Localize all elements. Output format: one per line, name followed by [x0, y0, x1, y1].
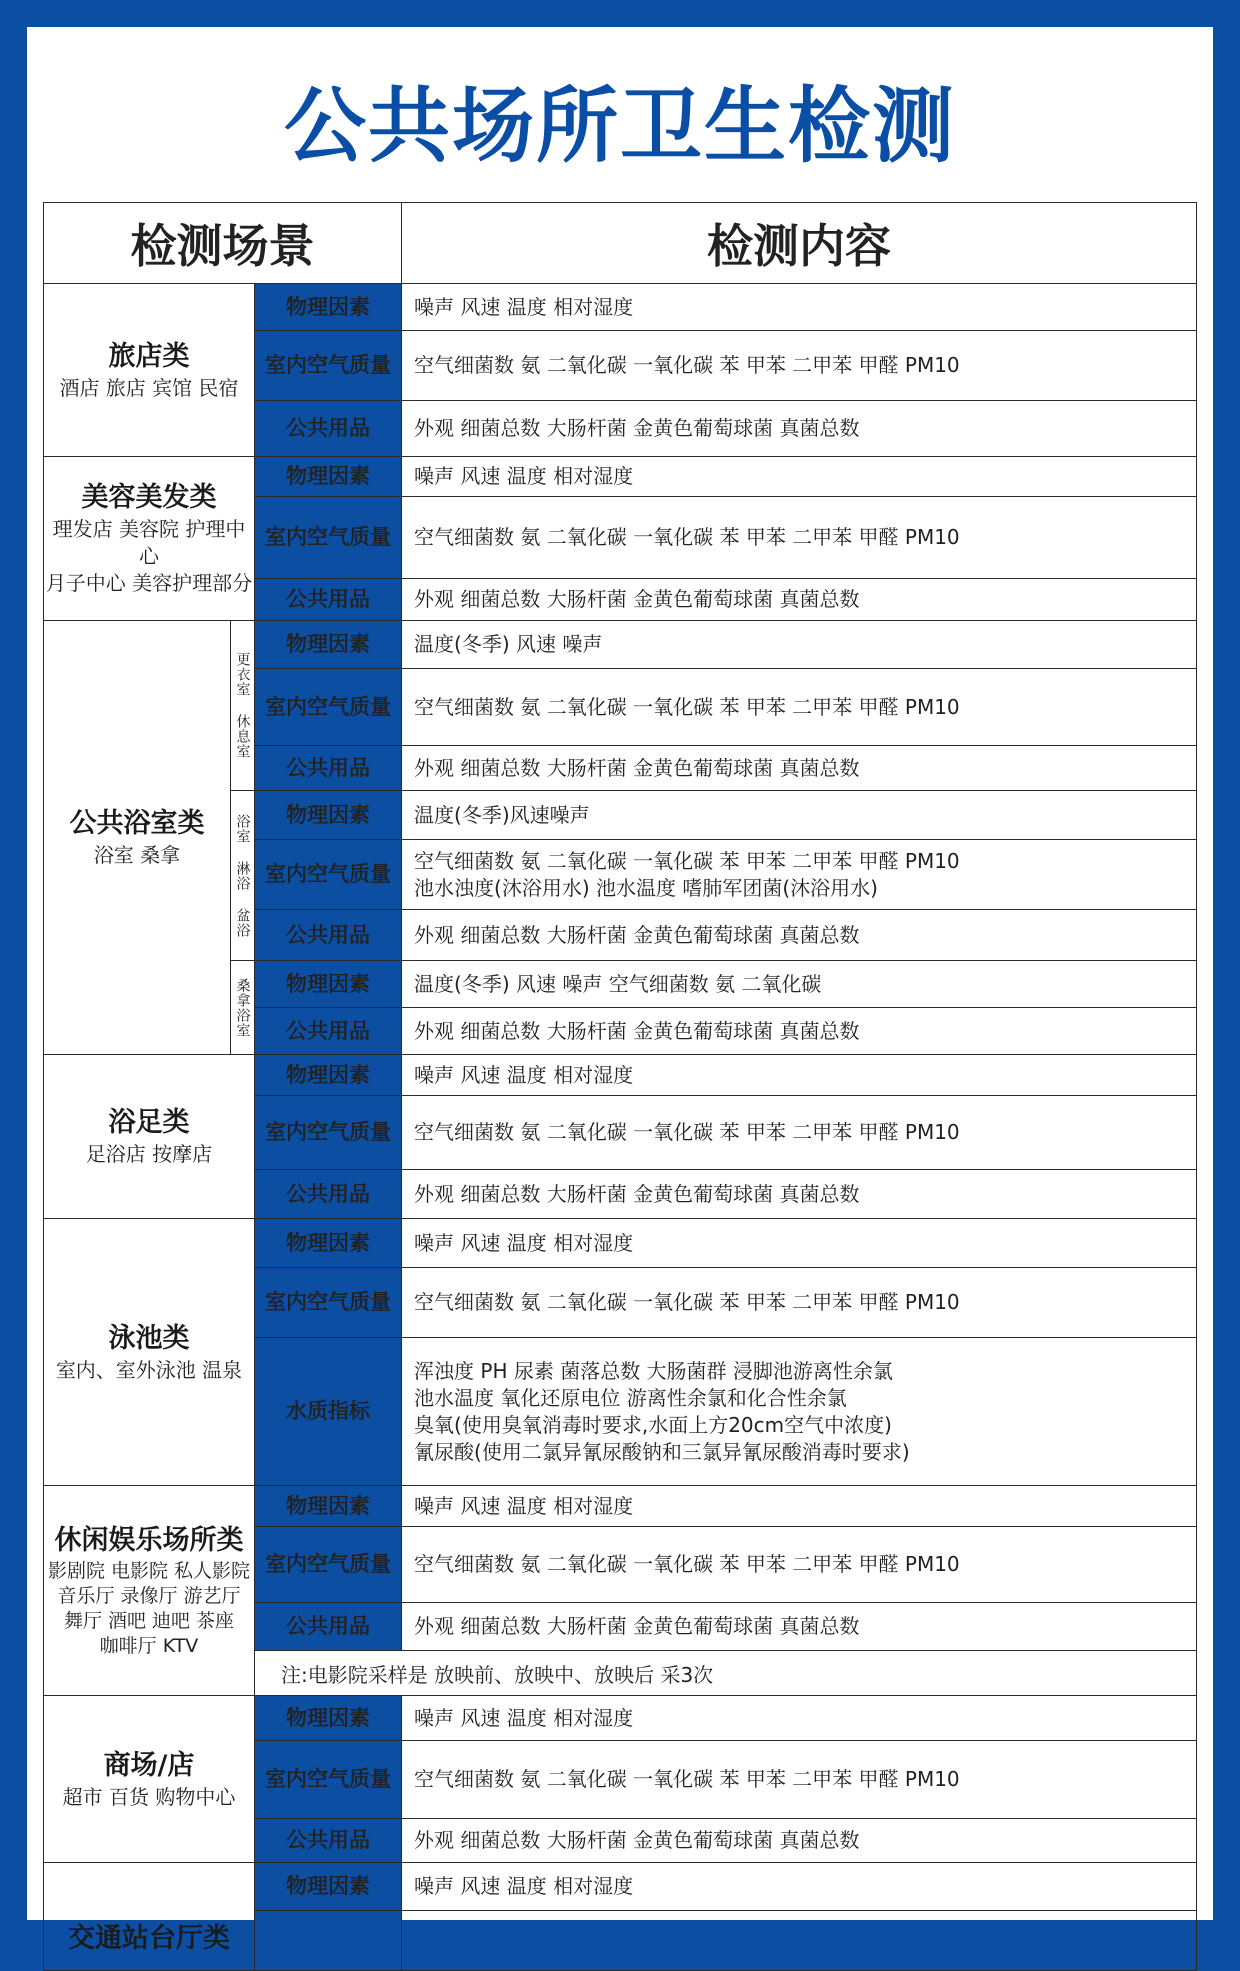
content-air: 空气细菌数 氨 二氧化碳 一氧化碳 苯 甲苯 二甲苯 甲醛 PM10 — [402, 1096, 1197, 1170]
scene-sub: 理发店 美容院 护理中心 — [52, 517, 246, 568]
category-water: 水质指标 — [255, 1338, 402, 1486]
scene-sub: 超市 百货 购物中心 — [62, 1784, 236, 1809]
content-goods: 外观 细菌总数 大肠杆菌 金黄色葡萄球菌 真菌总数 — [402, 1008, 1197, 1055]
cinema-note: 注:电影院采样是 放映前、放映中、放映后 采3次 — [255, 1651, 1197, 1696]
content-line: 氰尿酸(使用二氯异氰尿酸钠和三氯异氰尿酸消毒时要求) — [414, 1439, 910, 1464]
category-goods: 公共用品 — [255, 1819, 402, 1863]
table-row — [44, 457, 1197, 497]
sub-area-changing: 更衣室 休息室 — [231, 621, 255, 791]
content-physical: 温度(冬季) 风速 噪声 — [402, 621, 1197, 669]
table-row — [44, 1486, 1197, 1527]
content-goods: 外观 细菌总数 大肠杆菌 金黄色葡萄球菌 真菌总数 — [402, 1170, 1197, 1219]
content-line: 池水浊度(沐浴用水) 池水温度 嗜肺军团菌(沐浴用水) — [414, 875, 878, 900]
scene-sub: 影剧院 电影院 私人影院 — [47, 1559, 251, 1582]
content-physical: 噪声 风速 温度 相对湿度 — [402, 1863, 1197, 1911]
category-goods: 公共用品 — [255, 579, 402, 621]
table-row — [44, 1219, 1197, 1268]
scene-transport — [44, 1863, 255, 1971]
category-physical: 物理因素 — [255, 284, 402, 331]
content-goods: 外观 细菌总数 大肠杆菌 金黄色葡萄球菌 真菌总数 — [402, 746, 1197, 791]
content-line: 空气细菌数 氨 二氧化碳 一氧化碳 苯 甲苯 二甲苯 甲醛 PM10 — [414, 848, 960, 873]
scene-name: 公共浴室类 — [69, 808, 205, 839]
category-air: 室内空气质量 — [255, 1527, 402, 1603]
content-goods: 外观 细菌总数 大肠杆菌 金黄色葡萄球菌 真菌总数 — [402, 910, 1197, 961]
category-physical: 物理因素 — [255, 1055, 402, 1096]
scene-sub: 酒店 旅店 宾馆 民宿 — [59, 375, 239, 400]
category-cutoff — [255, 1911, 402, 1971]
content-goods: 外观 细菌总数 大肠杆菌 金黄色葡萄球菌 真菌总数 — [402, 579, 1197, 621]
category-goods: 公共用品 — [255, 1603, 402, 1651]
content-physical: 噪声 风速 温度 相对湿度 — [402, 284, 1197, 331]
category-air: 室内空气质量 — [255, 497, 402, 579]
scene-mall — [44, 1696, 255, 1863]
category-physical: 物理因素 — [255, 1486, 402, 1527]
content-physical: 噪声 风速 温度 相对湿度 — [402, 1219, 1197, 1268]
poster-sheet — [27, 27, 1213, 1954]
category-air: 室内空气质量 — [255, 840, 402, 910]
scene-sub: 足浴店 按摩店 — [85, 1142, 213, 1166]
category-air: 室内空气质量 — [255, 1268, 402, 1338]
scene-hotel — [44, 284, 255, 457]
content-air: 空气细菌数 氨 二氧化碳 一氧化碳 苯 甲苯 二甲苯 甲醛 PM10 — [402, 1741, 1197, 1819]
scene-name: 美容美发类 — [81, 482, 217, 513]
table-row — [44, 621, 1197, 669]
content-air-water — [402, 840, 1197, 910]
table-row — [44, 1696, 1197, 1741]
scene-sub: 咖啡厅 KTV — [99, 1634, 199, 1657]
category-physical: 物理因素 — [255, 1219, 402, 1268]
scene-sub: 室内、室外泳池 温泉 — [55, 1357, 243, 1382]
content-line: 浑浊度 PH 尿素 菌落总数 大肠菌群 浸脚池游离性余氯 — [414, 1358, 893, 1383]
content-physical: 噪声 风速 温度 相对湿度 — [402, 457, 1197, 497]
content-air: 空气细菌数 氨 二氧化碳 一氧化碳 苯 甲苯 二甲苯 甲醛 PM10 — [402, 331, 1197, 401]
table-row — [44, 1055, 1197, 1096]
content-physical: 噪声 风速 温度 相对湿度 — [402, 1055, 1197, 1096]
category-air: 室内空气质量 — [255, 1741, 402, 1819]
inspection-table — [43, 202, 1197, 1971]
table-row — [44, 284, 1197, 331]
scene-sub: 月子中心 美容护理部分 — [45, 571, 253, 595]
category-physical: 物理因素 — [255, 1696, 402, 1741]
scene-sub: 舞厅 酒吧 迪吧 茶座 — [63, 1609, 235, 1632]
scene-sub: 浴室 桑拿 — [93, 843, 181, 867]
category-goods: 公共用品 — [255, 1008, 402, 1055]
content-air: 空气细菌数 氨 二氧化碳 一氧化碳 苯 甲苯 二甲苯 甲醛 PM10 — [402, 497, 1197, 579]
content-air: 空气细菌数 氨 二氧化碳 一氧化碳 苯 甲苯 二甲苯 甲醛 PM10 — [402, 669, 1197, 746]
content-physical: 温度(冬季)风速噪声 — [402, 791, 1197, 840]
scene-foot — [44, 1055, 255, 1219]
content-air: 空气细菌数 氨 二氧化碳 一氧化碳 苯 甲苯 二甲苯 甲醛 PM10 — [402, 1527, 1197, 1603]
category-goods: 公共用品 — [255, 746, 402, 791]
category-goods: 公共用品 — [255, 1170, 402, 1219]
sub-area-shower: 浴室 淋浴 盆浴 — [231, 791, 255, 961]
category-air: 室内空气质量 — [255, 1096, 402, 1170]
scene-name: 商场/店 — [103, 1749, 195, 1781]
category-air: 室内空气质量 — [255, 331, 402, 401]
category-physical: 物理因素 — [255, 457, 402, 497]
category-physical: 物理因素 — [255, 961, 402, 1008]
content-line: 臭氧(使用臭氧消毒时要求,水面上方20cm空气中浓度) — [414, 1412, 892, 1437]
scene-pool — [44, 1219, 255, 1486]
scene-bath — [44, 621, 231, 1055]
category-physical: 物理因素 — [255, 1863, 402, 1911]
scene-sub: 音乐厅 录像厅 游艺厅 — [57, 1584, 241, 1607]
content-physical: 温度(冬季) 风速 噪声 空气细菌数 氨 二氧化碳 — [402, 961, 1197, 1008]
content-goods: 外观 细菌总数 大肠杆菌 金黄色葡萄球菌 真菌总数 — [402, 1603, 1197, 1651]
header-scene: 检测场景 — [44, 203, 402, 284]
scene-name: 休闲娱乐场所类 — [54, 1524, 244, 1556]
content-physical: 噪声 风速 温度 相对湿度 — [402, 1486, 1197, 1527]
page-title: 公共场所卫生检测 — [283, 79, 956, 174]
sub-area-sauna: 桑拿浴室 — [231, 961, 255, 1055]
scene-leisure — [44, 1486, 255, 1696]
content-cutoff — [402, 1911, 1197, 1971]
content-physical: 噪声 风速 温度 相对湿度 — [402, 1696, 1197, 1741]
scene-name: 交通站台厅类 — [68, 1923, 230, 1954]
content-goods: 外观 细菌总数 大肠杆菌 金黄色葡萄球菌 真菌总数 — [402, 401, 1197, 457]
category-physical: 物理因素 — [255, 791, 402, 840]
scene-name: 旅店类 — [108, 340, 190, 372]
scene-name: 浴足类 — [108, 1107, 190, 1138]
category-goods: 公共用品 — [255, 910, 402, 961]
scene-beauty — [44, 457, 255, 621]
header-content: 检测内容 — [402, 203, 1197, 284]
content-air: 空气细菌数 氨 二氧化碳 一氧化碳 苯 甲苯 二甲苯 甲醛 PM10 — [402, 1268, 1197, 1338]
table-header-row — [44, 203, 1197, 284]
category-physical: 物理因素 — [255, 621, 402, 669]
table-row — [44, 1863, 1197, 1911]
category-goods: 公共用品 — [255, 401, 402, 457]
content-water — [402, 1338, 1197, 1486]
category-air: 室内空气质量 — [255, 669, 402, 746]
content-line: 池水温度 氧化还原电位 游离性余氯和化合性余氯 — [414, 1385, 847, 1410]
content-goods: 外观 细菌总数 大肠杆菌 金黄色葡萄球菌 真菌总数 — [402, 1819, 1197, 1863]
scene-name: 泳池类 — [108, 1322, 190, 1354]
